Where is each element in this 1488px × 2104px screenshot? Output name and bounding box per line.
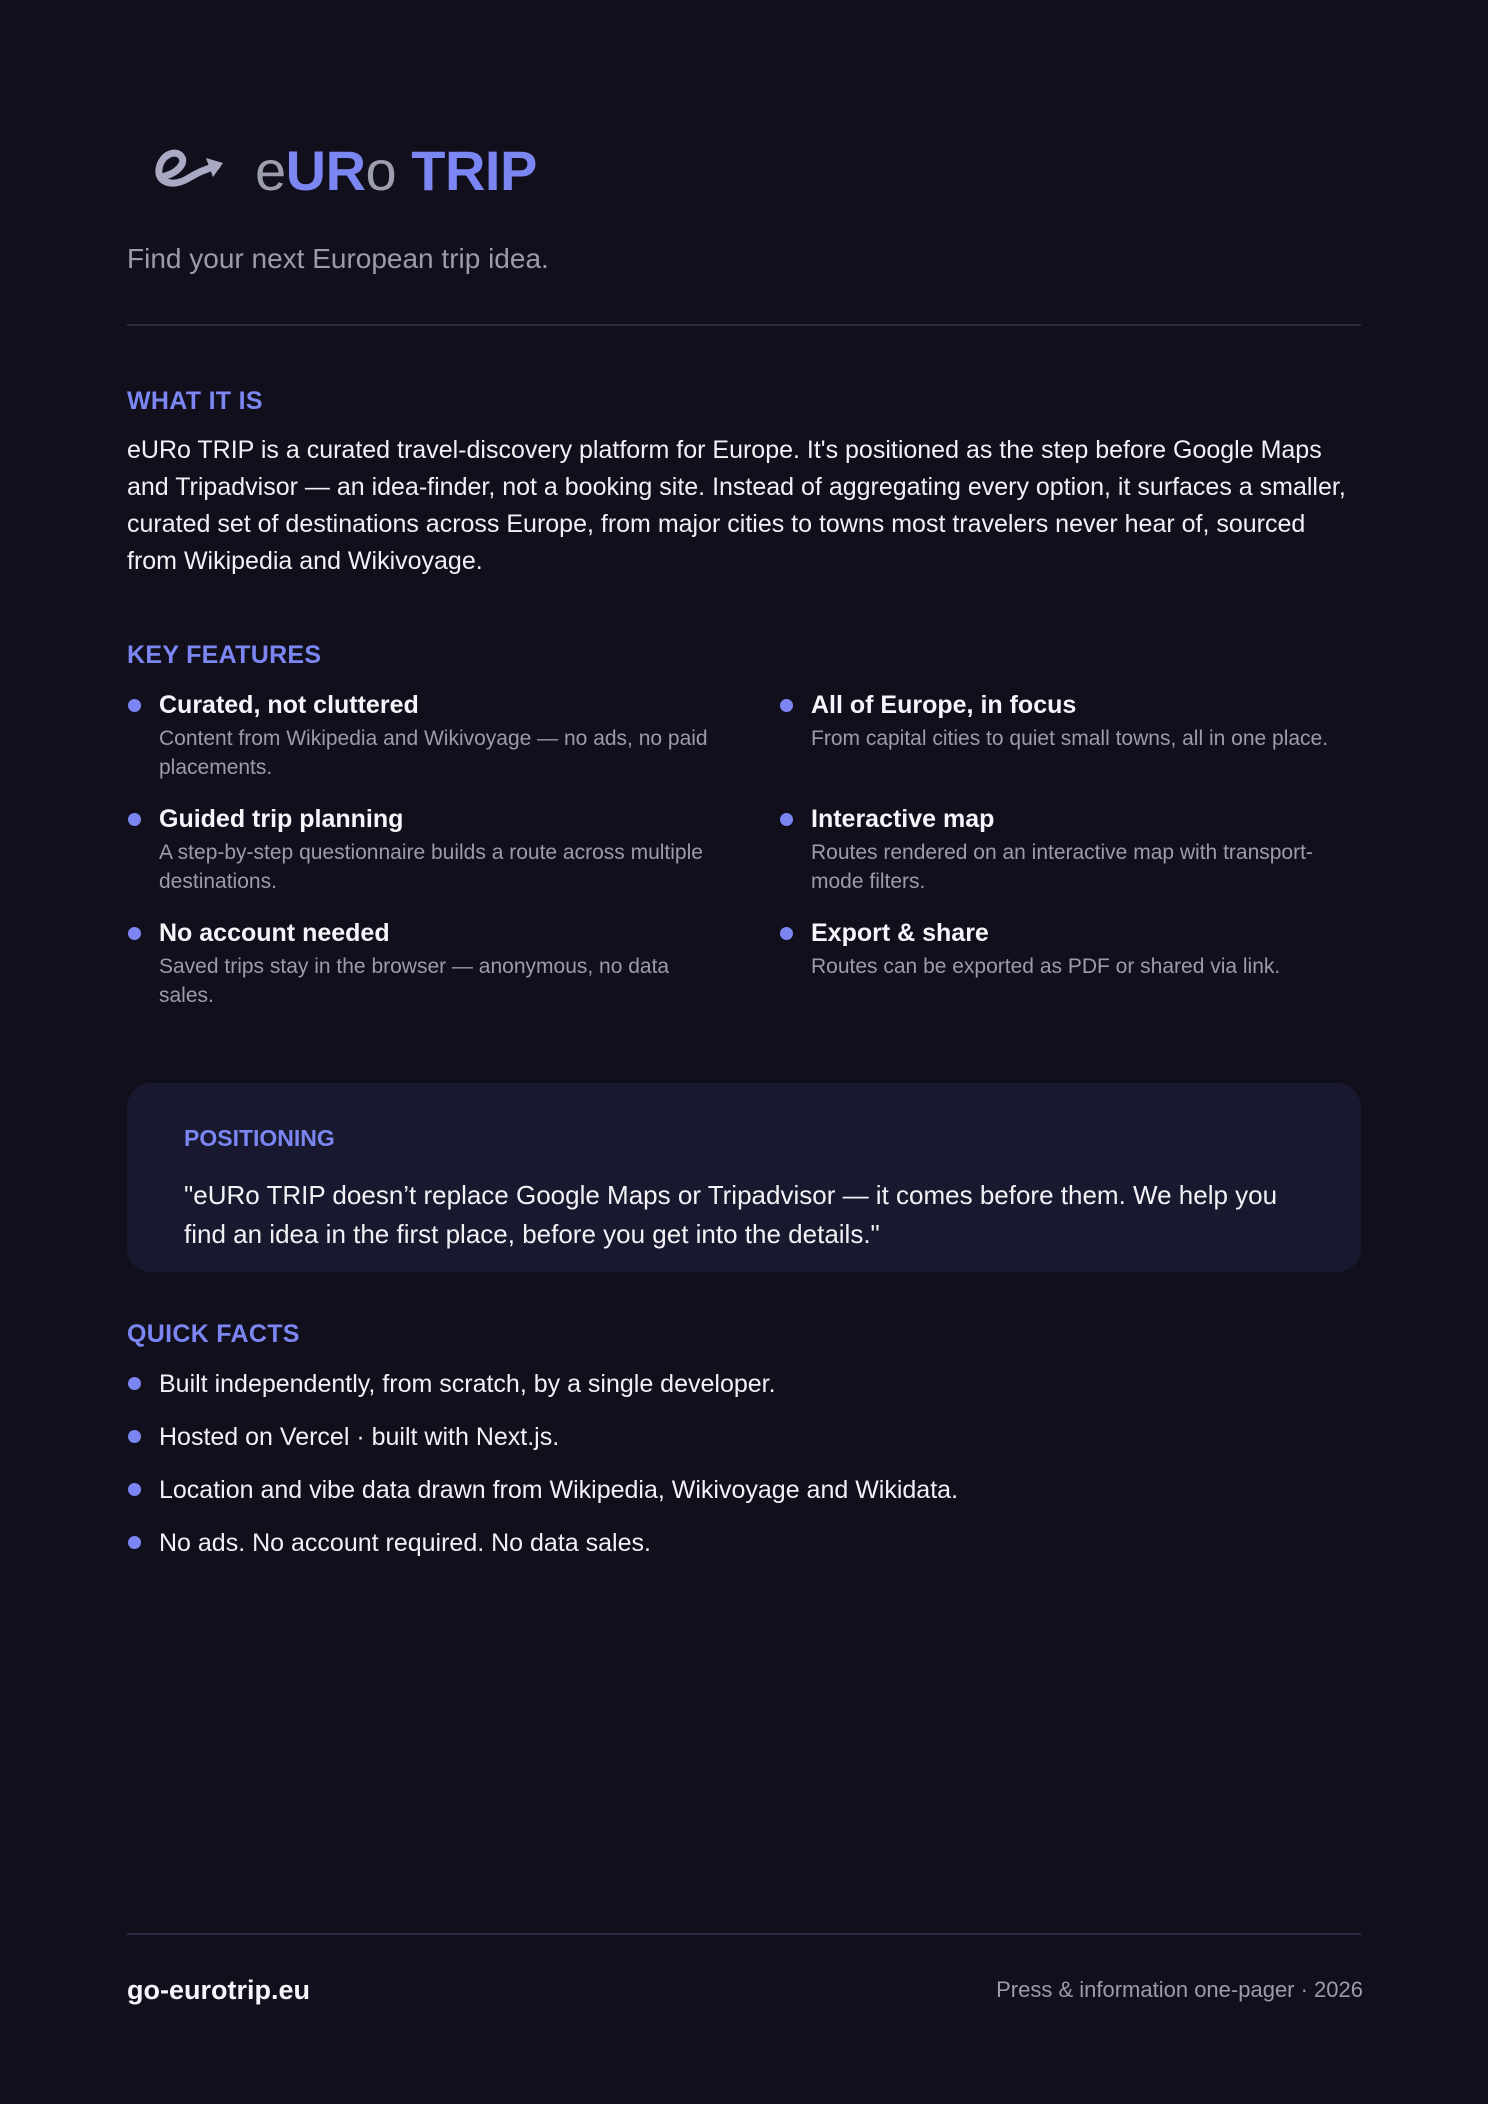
feature-title: Export & share — [811, 919, 989, 947]
bullet-dot — [128, 1377, 141, 1390]
features-grid — [127, 688, 1361, 1030]
bullet-dot — [128, 1483, 141, 1496]
feature-description: From capital cities to quiet small towns, all in one place. — [811, 727, 1329, 750]
bullet-dot — [780, 927, 793, 940]
fact-text: Built independently, from scratch, by a single developer. — [159, 1370, 776, 1398]
footer-note: Press & information one-pager · 2026 — [996, 1977, 1363, 2002]
feature-item — [779, 916, 1361, 1030]
feature-item — [779, 688, 1361, 802]
what-it-is-heading: WHAT IT IS — [127, 387, 263, 415]
feature-item — [779, 802, 1361, 916]
wordmark-part-e: e — [255, 139, 286, 202]
list-item — [127, 1366, 958, 1419]
list-item — [127, 1419, 958, 1472]
feature-description: Routes rendered on an interactive map with transport-mode filters. — [811, 841, 1313, 893]
quick-facts-list — [127, 1366, 958, 1578]
feature-title: All of Europe, in focus — [811, 691, 1077, 719]
bullet-dot — [128, 1430, 141, 1443]
positioning-heading: POSITIONING — [184, 1125, 335, 1151]
feature-title: Guided trip planning — [159, 805, 404, 833]
wordmark-part-trip: TRIP — [396, 139, 537, 202]
bullet-dot — [128, 1536, 141, 1549]
feature-description: A step-by-step questionnaire builds a route across multiple destinations. — [159, 841, 703, 893]
fact-text: Location and vibe data drawn from Wikipedia, Wikivoyage and Wikidata. — [159, 1476, 959, 1504]
about-paragraph: eURo TRIP is a curated travel-discovery platform for Europe. It's positioned as the step before Google Maps and Tripadvisor — an idea-finder, not a booking site. Instead of aggregating every option, it surfaces a smaller, curated set of destinations across Europe, from major cities to towns most travelers never hear of, sourced from Wikipedia and Wikivoyage. — [127, 436, 1346, 575]
press-one-pager — [127, 0, 1361, 2104]
positioning-quote: "eURo TRIP doesn’t replace Google Maps or Tripadvisor — it comes before them. We help you find an idea in the first place, before you get into the details." — [184, 1180, 1278, 1249]
bullet-dot — [128, 813, 141, 826]
wordmark-part-ur: UR — [285, 139, 366, 202]
fact-text: Hosted on Vercel · built with Next.js. — [159, 1423, 560, 1451]
feature-item — [127, 916, 779, 1030]
header-divider — [127, 324, 1361, 326]
quick-facts-heading: QUICK FACTS — [127, 1320, 300, 1348]
feature-title: Interactive map — [811, 805, 995, 833]
list-item — [127, 1525, 958, 1578]
bullet-dot — [780, 813, 793, 826]
feature-description: Saved trips stay in the browser — anonymous, no data sales. — [159, 955, 670, 1007]
bullet-dot — [128, 699, 141, 712]
fact-text: No ads. No account required. No data sales. — [159, 1529, 651, 1557]
brand-header — [127, 136, 537, 206]
positioning-card — [127, 1083, 1361, 1272]
feature-description: Content from Wikipedia and Wikivoyage — no ads, no paid placements. — [159, 727, 708, 779]
footer-site-link[interactable]: go-eurotrip.eu — [127, 1975, 310, 2005]
list-item — [127, 1472, 958, 1525]
feature-title: No account needed — [159, 919, 390, 947]
wordmark-part-o: o — [365, 139, 397, 202]
wordmark — [255, 136, 537, 206]
bullet-dot — [128, 927, 141, 940]
key-features-heading: KEY FEATURES — [127, 641, 322, 669]
feature-description: Routes can be exported as PDF or shared via link. — [811, 955, 1281, 978]
bullet-dot — [780, 699, 793, 712]
feature-item — [127, 688, 779, 802]
feature-item — [127, 802, 779, 916]
eurotrip-e-arrow-logo-icon — [151, 141, 231, 201]
footer-divider — [127, 1933, 1361, 1935]
feature-title: Curated, not cluttered — [159, 691, 419, 719]
tagline: Find your next European trip idea. — [127, 243, 549, 274]
